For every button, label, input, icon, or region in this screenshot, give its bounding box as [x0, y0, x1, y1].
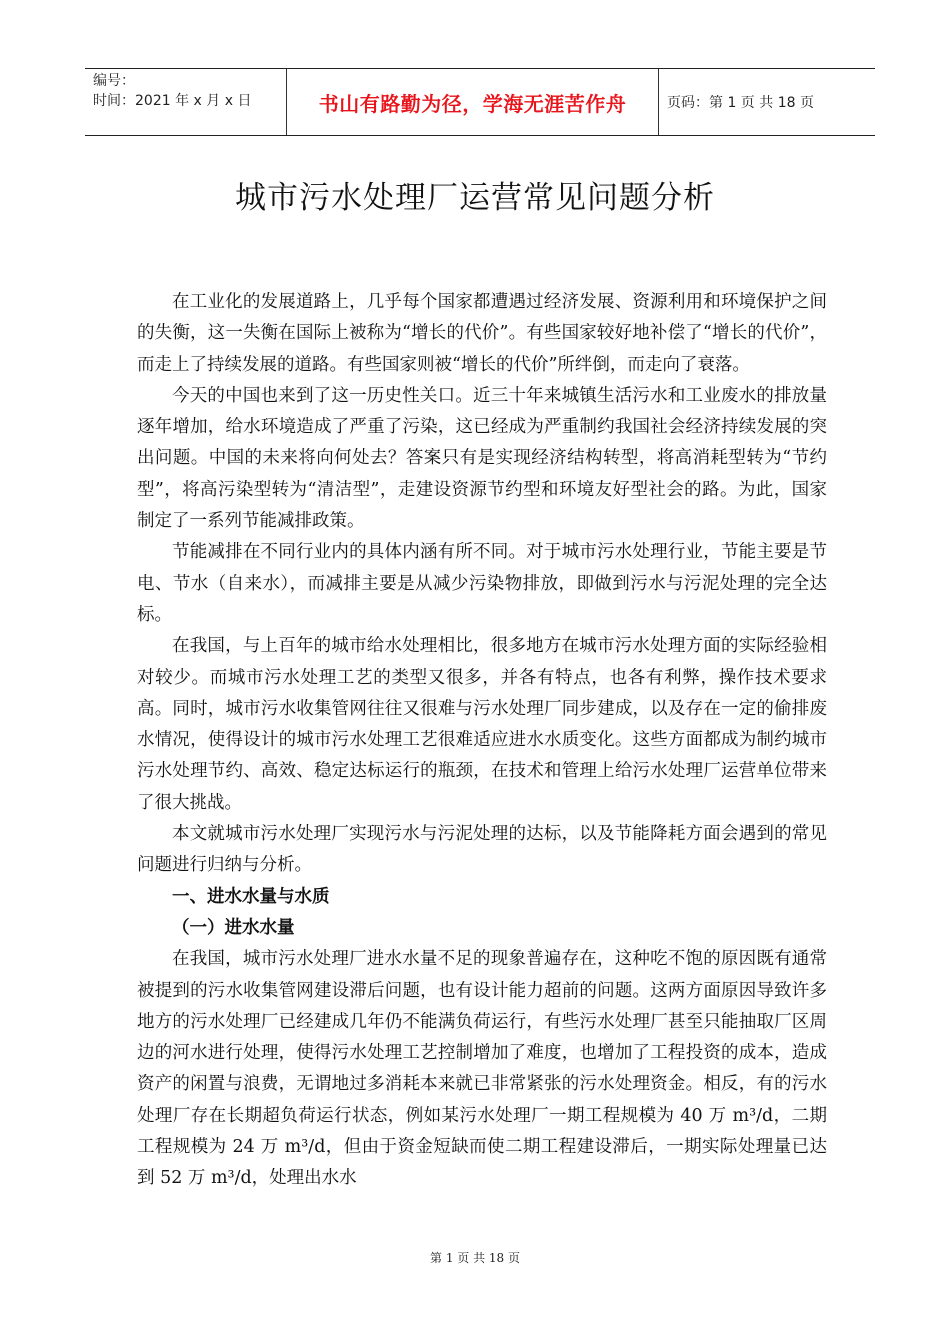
section-heading: 一、进水水量与水质 — [172, 886, 330, 907]
header-meta — [85, 69, 286, 135]
header-page-info — [659, 69, 875, 135]
document-date-label: 时间：2021 年 x 月 x 日 — [93, 93, 252, 109]
paragraph: 在我国，城市污水处理厂进水水量不足的现象普遍存在，这种吃不饱的原因既有通常被提到的污水收集管网建设滞后问题，也有设计能力超前的问题。这两方面原因导致许多地方的污水处理厂已经建成几年仍不能满负荷运行，有些污水处理厂甚至只能抽取厂区周边的河水进行处理，使得污水处理工艺控制增加了难度，也增加了工程投资的成本，造成资产的闲置与浪费，无谓地过多消耗本来就已非常紧张的污水处理资金。相反，有的污水处理厂存在长期超负荷运行状态，例如某污水处理厂一期工程规模为 40 万 m³/d，二期工程规模为 24 万 m³/d，但由于资金短缺而使二期工程建设滞后，一期实际处理量已达到 52 万 m³/d，处理出水水 — [137, 949, 827, 1189]
page-footer: 第 1 页 共 18 页 — [430, 1251, 520, 1265]
paragraph: 今天的中国也来到了这一历史性关口。近三十年来城镇生活污水和工业废水的排放量逐年增加，给水环境造成了严重了污染，这已经成为严重制约我国社会经济持续发展的突出问题。中国的未来将向何处去？答案只有是实现经济结构转型，将高消耗型转为“节约型”，将高污染型转为“清洁型”，走建设资源节约型和环境友好型社会的路。为此，国家制定了一系列节能减排政策。 — [137, 385, 827, 532]
subsection-heading: （一）进水水量 — [172, 917, 295, 938]
header-motto-cell — [286, 69, 659, 135]
page-info-text: 页码：第 1 页 共 18 页 — [667, 95, 814, 111]
paragraph: 节能减排在不同行业内的具体内涵有所不同。对于城市污水处理行业，节能主要是节电、节水（自来水），而减排主要是从减少污染物排放，即做到污水与污泥处理的完全达标。 — [137, 542, 827, 625]
paragraph: 在我国，与上百年的城市给水处理相比，很多地方在城市污水处理方面的实际经验相对较少。而城市污水处理工艺的类型又很多，并各有特点，也各有利弊，操作技术要求高。同时，城市污水收集管网往往又很难与污水处理厂同步建成，以及存在一定的偷排废水情况，使得设计的城市污水处理工艺很难适应进水水质变化。这些方面都成为制约城市污水处理节约、高效、稳定达标运行的瓶颈，在技术和管理上给污水处理厂运营单位带来了很大挑战。 — [137, 636, 827, 813]
document-title: 城市污水处理厂运营常见问题分析 — [235, 180, 715, 216]
header-motto: 书山有路勤为径，学海无涯苦作舟 — [318, 91, 627, 116]
paragraph: 本文就城市污水处理厂实现污水与污泥处理的达标，以及节能降耗方面会遇到的常见问题进行归纳与分析。 — [137, 824, 827, 876]
document-body — [137, 287, 827, 1195]
document-number-label: 编号： — [93, 73, 135, 89]
paragraph: 在工业化的发展道路上，几乎每个国家都遭遇过经济发展、资源利用和环境保护之间的失衡，这一失衡在国际上被称为“增长的代价”。有些国家较好地补偿了“增长的代价”，而走上了持续发展的道路。有些国家则被“增长的代价”所绊倒，而走向了衰落。 — [137, 292, 827, 375]
page-header — [85, 68, 875, 136]
